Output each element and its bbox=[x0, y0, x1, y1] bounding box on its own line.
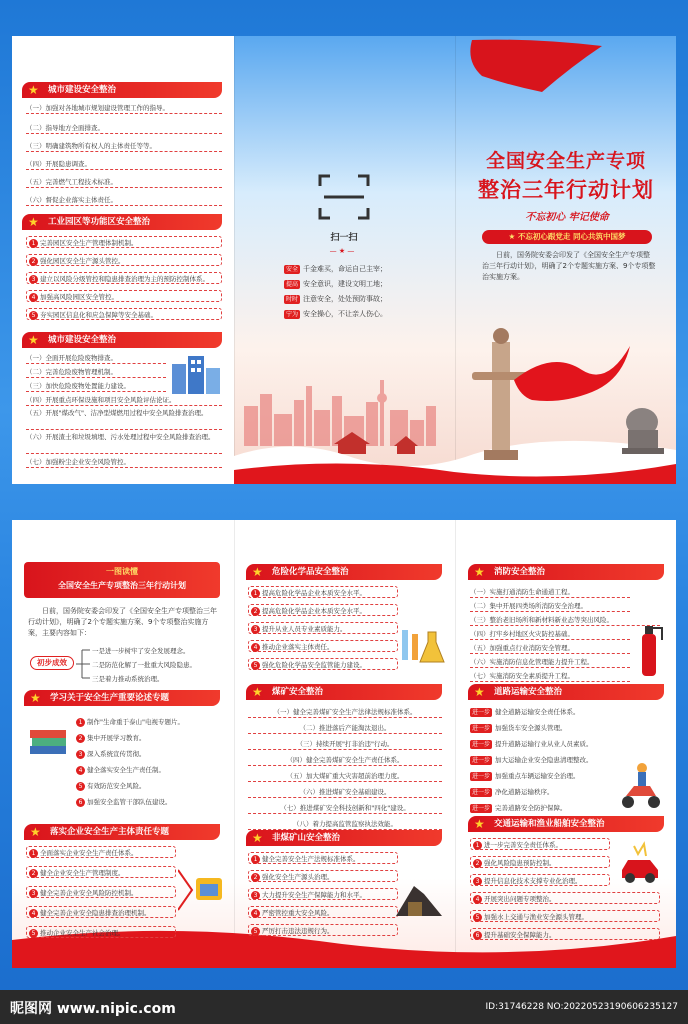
scan-label: 扫一扫 bbox=[330, 233, 358, 243]
list-item: 进一步 加强重点车辆运输安全治理。 bbox=[472, 772, 580, 780]
list-item: 进一步 净化道路运输秩序。 bbox=[472, 788, 554, 796]
result-item: 三是着力推动系统治理。 bbox=[92, 675, 164, 683]
list-item: 1 健全完善安全生产法规标准体系。 bbox=[248, 852, 398, 864]
list-item: 2 强化安全生产源头治理。 bbox=[248, 870, 398, 882]
section-header: ★ 学习关于安全生产重要论述专题 bbox=[24, 690, 220, 706]
qr-placeholder bbox=[316, 172, 372, 222]
list-item: 1 全面落实企业安全生产责任体系。 bbox=[26, 846, 176, 858]
list-item: （五）加强重点行业消防安全管理。 bbox=[470, 642, 630, 654]
list-item: 2 强化园区安全生产源头管控。 bbox=[26, 254, 222, 266]
result-item: 二是防范化解了一批重大风险隐患。 bbox=[92, 661, 196, 669]
list-item: 1 制作"生命重于泰山"电视专题片。 bbox=[76, 716, 220, 728]
list-item: （二）完善危险废物管理机制。 bbox=[26, 366, 166, 378]
list-item: （三）持续开展"打非治违"行动。 bbox=[248, 738, 442, 750]
list-item: 进一步 加强货车安全源头管理。 bbox=[472, 724, 567, 732]
star-icon: ★ bbox=[30, 691, 41, 705]
list-item: 5 有效防范安全风险。 bbox=[76, 780, 220, 792]
list-item: 2 集中开展学习教育。 bbox=[76, 732, 220, 744]
list-item: （一）全面开展危险废物排查。 bbox=[26, 352, 166, 364]
section-header: ★ 道路运输安全整治 bbox=[468, 684, 664, 700]
list-item: 1 完善园区安全生产管理体制机制。 bbox=[26, 236, 222, 248]
list-item: （六）推进煤矿安全基础建设。 bbox=[248, 786, 442, 798]
section-header: ★ 消防安全整治 bbox=[468, 564, 664, 580]
bracket-connector bbox=[74, 646, 92, 682]
car-accident-illustration bbox=[616, 840, 664, 888]
safety-line: 时时 注意安全，处处预防事故； bbox=[286, 295, 388, 303]
list-item: （一）加强对各地城市规划建设管理工作的指导。 bbox=[26, 102, 222, 114]
list-item: 4 严密管控重大安全风险。 bbox=[248, 906, 398, 918]
fold-line bbox=[234, 520, 235, 968]
list-item: 3 建立以风险分级管控和隐患排查治理为主的预防控制体系。 bbox=[26, 272, 222, 284]
safety-line: 宁为 安全操心，不让亲人伤心。 bbox=[286, 310, 388, 318]
star-icon: ★ bbox=[252, 685, 263, 699]
fire-extinguisher-illustration bbox=[634, 620, 664, 680]
list-item: 1 进一步完善安全责任体系。 bbox=[470, 838, 610, 850]
list-item: （一）实施打通消防生命通道工程。 bbox=[470, 586, 630, 598]
list-item: （六）开展渣土和垃圾填埋、污水处理过程中安全风险排查治理。 bbox=[26, 432, 222, 454]
list-item: 进一步 加大运输企业安全隐患清理整改。 bbox=[472, 756, 593, 764]
list-item: 6 加强安全监管干部队伍建设。 bbox=[76, 796, 220, 808]
list-item: 4 推动企业落实主体责任。 bbox=[248, 640, 398, 652]
section-header: ★ 煤矿安全整治 bbox=[246, 684, 442, 700]
list-item: 2 强化风险隐患预防控制。 bbox=[470, 856, 610, 868]
list-item: 3 健全完善企业安全风险防控机制。 bbox=[26, 886, 176, 898]
lab-flask-illustration bbox=[398, 624, 448, 668]
red-flag-corner bbox=[452, 36, 622, 106]
list-item: 5 推动企业安全生产社会治理。 bbox=[26, 926, 176, 938]
star-icon: ★ bbox=[30, 825, 41, 839]
list-item: 4 健全落实安全生产责任制。 bbox=[76, 764, 220, 776]
list-item: 3 大力提升安全生产保障能力和水平。 bbox=[248, 888, 398, 900]
intro-paragraph: 日前，国务院安委会印发了《全国安全生产专项整治三年行动计划》，明确了2个专题实施方案、9个专项整治实施方案，主要内容如下： bbox=[28, 607, 217, 637]
list-item: （三）明确建筑物所有权人的主体责任等等。 bbox=[26, 140, 222, 152]
star-icon: ★ bbox=[474, 685, 485, 699]
list-item: （四）开展重点环保设施和项目安全风险评估论证。 bbox=[26, 394, 222, 406]
main-title-line1: 全国安全生产专项 bbox=[485, 150, 646, 172]
star-icon: ★ bbox=[474, 817, 485, 831]
list-item: 4 开展突出问题专项整治。 bbox=[470, 892, 660, 904]
star-icon: ★ bbox=[474, 565, 485, 579]
list-item: （六）督促企业落实主体责任。 bbox=[26, 194, 222, 206]
star-icon: ★ bbox=[252, 565, 263, 579]
list-item: （二）集中开展四类场所消防安全治理。 bbox=[470, 600, 630, 612]
list-item: （五）完善燃气工程技术标准。 bbox=[26, 176, 222, 188]
list-item: 进一步 完善道路安全防护保障。 bbox=[472, 804, 567, 812]
divider-stars: — ★ — bbox=[329, 247, 355, 255]
list-item: 进一步 健全道路运输安全责任体系。 bbox=[472, 708, 580, 716]
stone-lion bbox=[612, 400, 672, 456]
coal-pile-illustration bbox=[394, 872, 444, 922]
safety-line: 安全 千金难买，命运自己主宰； bbox=[286, 265, 388, 273]
banner-box bbox=[24, 562, 220, 598]
slogan: 不忘初心 牢记使命 bbox=[525, 212, 609, 223]
section-header: ★ 危险化学品安全整治 bbox=[246, 564, 442, 580]
safety-line: 提高 安全意识，建设文明工地； bbox=[286, 280, 388, 288]
star-icon: ★ bbox=[28, 333, 39, 347]
list-item: 3 深入系统宣传贯彻。 bbox=[76, 748, 220, 760]
folder-illustration bbox=[178, 860, 226, 920]
list-item: （七）加强粉尘企业安全风险管控。 bbox=[26, 456, 222, 468]
list-item: 1 提高危险化学品企业本质安全水平。 bbox=[248, 586, 398, 598]
list-item: （二）推进落后产能淘汰退出。 bbox=[248, 722, 442, 734]
banner-subtitle: 全国安全生产专项整治三年行动计划 bbox=[58, 581, 186, 590]
list-item: 6 提升基础安全保障能力。 bbox=[470, 928, 660, 940]
list-item: （三）加快危险废物处置能力建设。 bbox=[26, 380, 166, 392]
result-item: 一是进一步树牢了安全发展理念。 bbox=[92, 647, 190, 655]
list-item: （三）整治老旧场所和新材料新业态等突出风险。 bbox=[470, 614, 660, 626]
star-icon: ★ bbox=[28, 83, 39, 97]
list-item: 2 健全企业安全生产管理制度。 bbox=[26, 866, 176, 878]
building-illustration bbox=[170, 354, 222, 394]
list-item: 5 夯实园区信息化和应急保障等安全基础。 bbox=[26, 308, 222, 320]
scan-frame-icon bbox=[316, 172, 372, 222]
list-item: 进一步 提升道路运输行业从业人员素质。 bbox=[472, 740, 593, 748]
fold-line bbox=[455, 520, 456, 968]
brochure-front-sheet bbox=[12, 36, 676, 484]
list-item: （七）推进煤矿安全科技创新和"四化"建设。 bbox=[248, 802, 442, 814]
list-item: （四）打牢乡村地区火灾防控基础。 bbox=[470, 628, 630, 640]
list-item: 5 严厉打击违法违规行为。 bbox=[248, 924, 398, 936]
list-item: （一）健全完善煤矿安全生产法律法规标准体系。 bbox=[248, 706, 442, 718]
list-item: 3 提升从业人员专业素质能力。 bbox=[248, 622, 398, 634]
section-header: ★ 工业园区等功能区安全整治 bbox=[22, 214, 222, 230]
list-item: 5 强化危险化学品安全监管能力建设。 bbox=[248, 658, 398, 670]
image-id: ID:31746228 NO:20220523190606235127 bbox=[485, 1002, 678, 1012]
scooter-rider-illustration bbox=[618, 760, 664, 810]
star-icon: ★ bbox=[252, 831, 263, 845]
section-header: ★ 城市建设安全整治 bbox=[22, 82, 222, 98]
section-header: ★ 落实企业安全生产主体责任专题 bbox=[24, 824, 220, 840]
list-item: （五）开展"煤改气"、洁净型煤燃用过程中安全风险排查治理。 bbox=[26, 408, 222, 430]
ribbon-banner: ★ 不忘初心跟党走 同心共筑中国梦 bbox=[482, 230, 652, 244]
intro-paragraph: 日前，国务院安委会印发了《全国安全生产专项整治三年行动计划》，明确了2个专题实施方案、9个专项整治实施方案。 bbox=[482, 251, 656, 281]
list-item: （二）指导地方全面排查。 bbox=[26, 122, 222, 134]
books-illustration bbox=[28, 720, 70, 760]
list-item: （四）开展隐患调查。 bbox=[26, 158, 222, 170]
list-item: （八）着力提高监管监察执法效能。 bbox=[248, 818, 442, 830]
main-title-line2: 整治三年行动计划 bbox=[478, 178, 654, 202]
section-header: ★ 非煤矿山安全整治 bbox=[246, 830, 442, 846]
watermark-footer bbox=[0, 990, 688, 1024]
star-icon: ★ bbox=[28, 215, 39, 229]
banner-title: 一图读懂 bbox=[106, 567, 138, 576]
list-item: 3 提升信息化技术支撑专业化治理。 bbox=[470, 874, 610, 886]
section-header: ★ 交通运输和渔业船舶安全整治 bbox=[468, 816, 664, 832]
list-item: 4 加强高风险园区安全管控。 bbox=[26, 290, 222, 302]
list-item: 2 提高危险化学品企业本质安全水平。 bbox=[248, 604, 398, 616]
list-item: （七）实施消防安全素质提升工程。 bbox=[470, 670, 630, 682]
site-watermark: 昵图网 www.nipic.com bbox=[10, 1001, 176, 1017]
section-header: ★ 城市建设安全整治 bbox=[22, 332, 222, 348]
list-item: （六）实施消防信息化管理能力提升工程。 bbox=[470, 656, 630, 668]
list-item: 4 健全完善企业安全隐患排查治理机制。 bbox=[26, 906, 176, 918]
list-item: （四）健全完善煤矿安全生产责任体系。 bbox=[248, 754, 442, 766]
result-tag: 初步成效 bbox=[30, 656, 74, 670]
list-item: （五）加大煤矿重大灾害超前治理力度。 bbox=[248, 770, 442, 782]
list-item: 5 加强水上交通与渔业安全源头管理。 bbox=[470, 910, 660, 922]
brochure-back-sheet bbox=[12, 520, 676, 968]
